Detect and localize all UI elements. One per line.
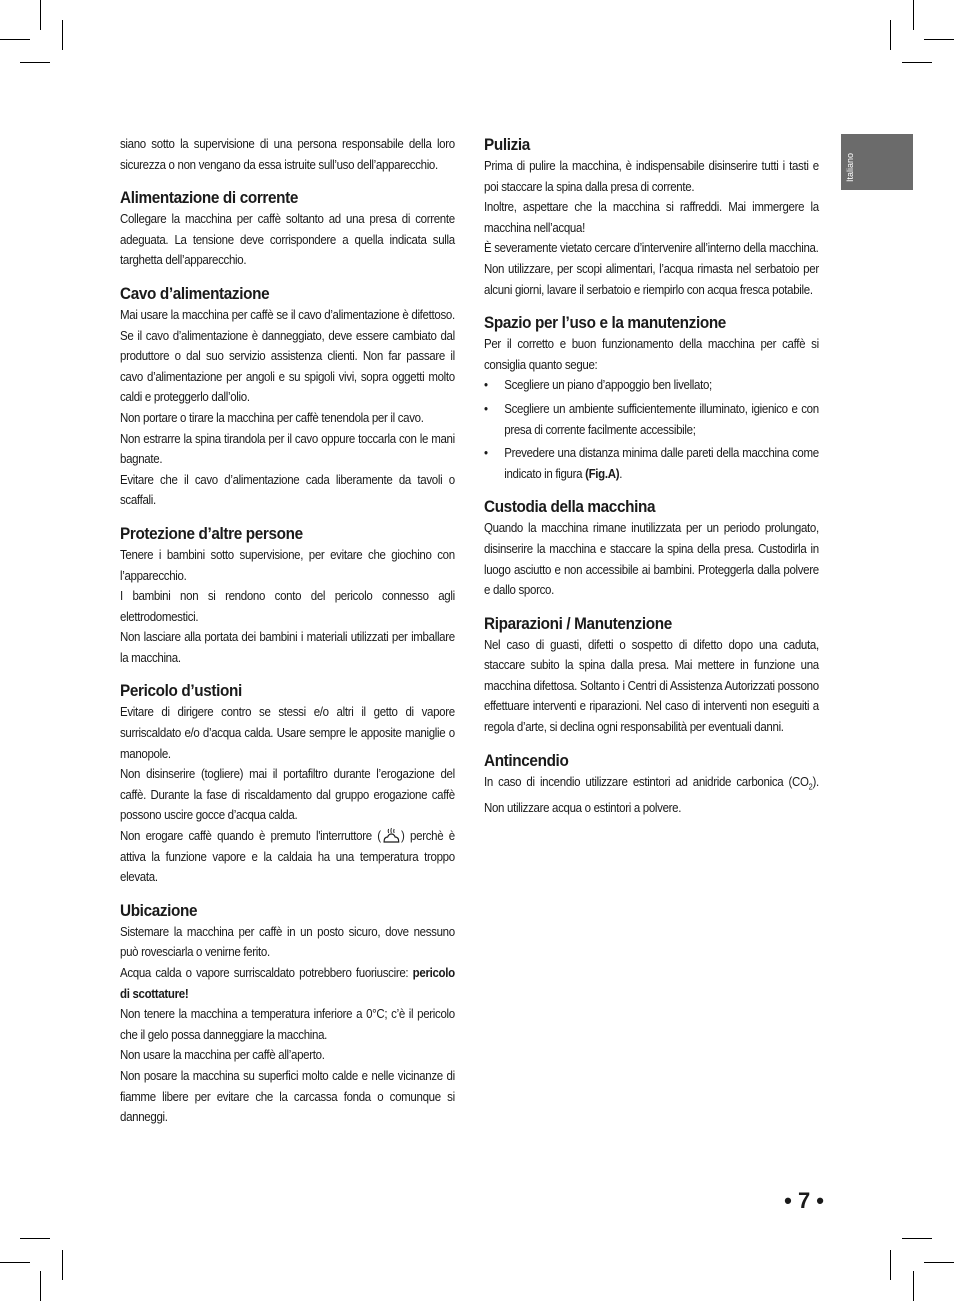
paragraph	[120, 826, 455, 888]
paragraph: Non lasciare alla portata dei bambini i materiali utilizzati per imballare la macchina.	[120, 630, 455, 665]
section-title-ustioni: Pericolo d’ustioni	[120, 681, 242, 701]
paragraph	[120, 963, 455, 1004]
paragraph: Inoltre, aspettare che la macchina si raffreddi. Mai immergere la macchina nell’acqua!	[484, 200, 819, 235]
crop-mark	[890, 1250, 891, 1280]
crop-mark	[40, 0, 41, 30]
section-title-ubicazione: Ubicazione	[120, 900, 198, 920]
paragraph: Non utilizzare, per scopi alimentari, l’acqua rimasta nel serbatoio per alcuni giorni, lavare il serbatoio e riempirlo con acqua fresca potabile.	[484, 261, 819, 297]
crop-mark	[890, 20, 891, 50]
paragraph: Collegare la macchina per caffè soltanto ad una presa di corrente adeguata. La tensione deve corrispondere a quella indicata sulla targhetta dell’apparecchio.	[120, 212, 455, 268]
text: Prevedere una distanza minima dalle pareti della macchina come indicato in figura	[504, 446, 819, 481]
crop-mark	[0, 1262, 30, 1263]
paragraph: Evitare di dirigere contro se stessi e/o altri il getto di vapore surriscaldato e/o d’acqua calda. Usare sempre le apposite maniglie o manopole.	[120, 705, 455, 761]
text: ). Non utilizzare acqua o estintori a polvere.	[484, 774, 819, 815]
crop-mark	[924, 1262, 954, 1263]
paragraph: Tenere i bambini sotto supervisione, per evitare che giochino con l’apparecchio.	[120, 547, 455, 583]
language-tab-label: Italiano	[845, 152, 855, 182]
paragraph: Nel caso di guasti, difetti o sospetto di difetto dopo una caduta, staccare subito la spina dalla presa. Mai mettere in funzione una macchina difettosa. Soltanto i Centri di Assistenza Autorizzati possono effettuare interventi e riparazioni. Nel caso di interventi non eseguiti a regola d’arte, si declina ogni responsabilità per eventuali danni.	[484, 637, 819, 735]
figure-reference: (Fig.A)	[585, 466, 620, 481]
paragraph: Non posare la macchina su superfici molto calde e nelle vicinanze di fiamme libere per evitare che la carcassa fonda o comunque si danneggi.	[120, 1068, 455, 1125]
warning-text: pericolo di scottature!	[120, 966, 455, 1001]
text: Non erogare caffè quando è premuto l'interruttore (	[120, 829, 381, 844]
paragraph: Non estrarre la spina tirandola per il cavo oppure toccarla con le mani bagnate.	[120, 431, 455, 467]
text: Scegliere un ambiente sufficientemente illuminato, igienico e con presa di corrente facilmente accessibile;	[504, 401, 819, 437]
crop-mark	[20, 62, 50, 63]
crop-mark	[62, 20, 63, 50]
intro-paragraph: siano sotto la supervisione di una persona responsabile della loro sicurezza o non vengano da essa istruite sull’uso dell’apparecchio.	[120, 137, 455, 172]
section-title-cavo: Cavo d’alimentazione	[120, 283, 270, 303]
paragraph: Non usare la macchina per caffè all’aperto.	[120, 1048, 325, 1063]
steam-icon	[381, 827, 401, 845]
crop-mark	[924, 39, 954, 40]
crop-mark	[62, 1250, 63, 1280]
list-item	[484, 399, 819, 440]
section-title-custodia: Custodia della macchina	[484, 497, 656, 517]
crop-mark	[40, 1271, 41, 1301]
paragraph: Prima di pulire la macchina, è indispensabile disinserire tutti i tasti e poi staccare la spina dalla presa di corrente.	[484, 159, 819, 194]
paragraph: Non tenere la macchina a temperatura inferiore a 0°C; c’è il pericolo che il gelo possa danneggiare la macchina.	[120, 1007, 455, 1042]
paragraph: Mai usare la macchina per caffè se il cavo d’alimentazione è difettoso. Se il cavo d’alimentazione è danneggiato, deve essere cambiato dal produttore o dal suo servizio assistenza clienti. Non far passare il cavo d’alimentazione per angoli e su spigoli vivi, sopra oggetti molto caldi e proteggerlo dall’olio.	[120, 307, 455, 405]
text: .	[619, 466, 623, 481]
crop-mark	[902, 1238, 932, 1239]
crop-mark	[20, 1238, 50, 1239]
section-title-alimentazione: Alimentazione di corrente	[120, 188, 299, 208]
bullet-list	[484, 375, 821, 484]
bullet: •	[484, 378, 488, 393]
section-title-protezione: Protezione d’altre persone	[120, 523, 303, 543]
paragraph: Per il corretto e buon funzionamento della macchina per caffè si consiglia quanto segue:	[484, 337, 819, 372]
subscript: 2	[808, 782, 813, 792]
page-number: • 7 •	[784, 1188, 824, 1213]
paragraph: Sistemare la macchina per caffè in un posto sicuro, dove nessuno può rovesciarla o venirne ferito.	[120, 924, 455, 960]
paragraph: È severamente vietato cercare d’intervenire all’interno della macchina.	[484, 241, 819, 256]
section-title-pulizia: Pulizia	[484, 135, 530, 154]
list-item	[484, 375, 819, 396]
crop-mark	[913, 1271, 914, 1301]
paragraph: I bambini non si rendono conto del pericolo connesso agli elettrodomestici.	[120, 589, 455, 624]
text: Scegliere un piano d’appoggio ben livellato;	[504, 378, 712, 393]
paragraph: Quando la macchina rimane inutilizzata per un periodo prolungato, disinserire la macchina e staccare la spina della presa. Custodirla in luogo asciutto e non accessibile ai bambini. Proteggerla dalla polvere e dallo sporco.	[484, 521, 819, 598]
section-title-riparazioni: Riparazioni / Manutenzione	[484, 613, 672, 633]
crop-mark	[0, 39, 30, 40]
section-title-spazio: Spazio per l’uso e la manutenzione	[484, 313, 726, 333]
list-item	[484, 443, 819, 484]
paragraph: Non disinserire (togliere) mai il portafiltro durante l’erogazione del caffè. Durante la fase di riscaldamento dal gruppo erogazione caffè possono uscire gocce d’acqua calda.	[120, 767, 455, 823]
section-title-antincendio: Antincendio	[484, 750, 569, 770]
bullet: •	[484, 446, 488, 461]
paragraph: Evitare che il cavo d’alimentazione cada liberamente da tavoli o scaffali.	[120, 472, 455, 508]
text: ) perchè è attiva la funzione vapore e la caldaia ha una temperatura troppo elevata.	[120, 829, 455, 885]
text: Acqua calda o vapore surriscaldato potrebbero fuoriuscire:	[120, 966, 413, 980]
paragraph: Non portare o tirare la macchina per caffè tenendola per il cavo.	[120, 410, 424, 425]
right-column	[484, 134, 821, 818]
left-column	[120, 134, 457, 1128]
text: In caso di incendio utilizzare estintori ad anidride carbonica (CO	[484, 774, 809, 789]
bullet: •	[484, 401, 488, 416]
language-tab	[841, 134, 913, 190]
crop-mark	[913, 0, 914, 30]
paragraph	[484, 772, 819, 819]
crop-mark	[902, 62, 932, 63]
